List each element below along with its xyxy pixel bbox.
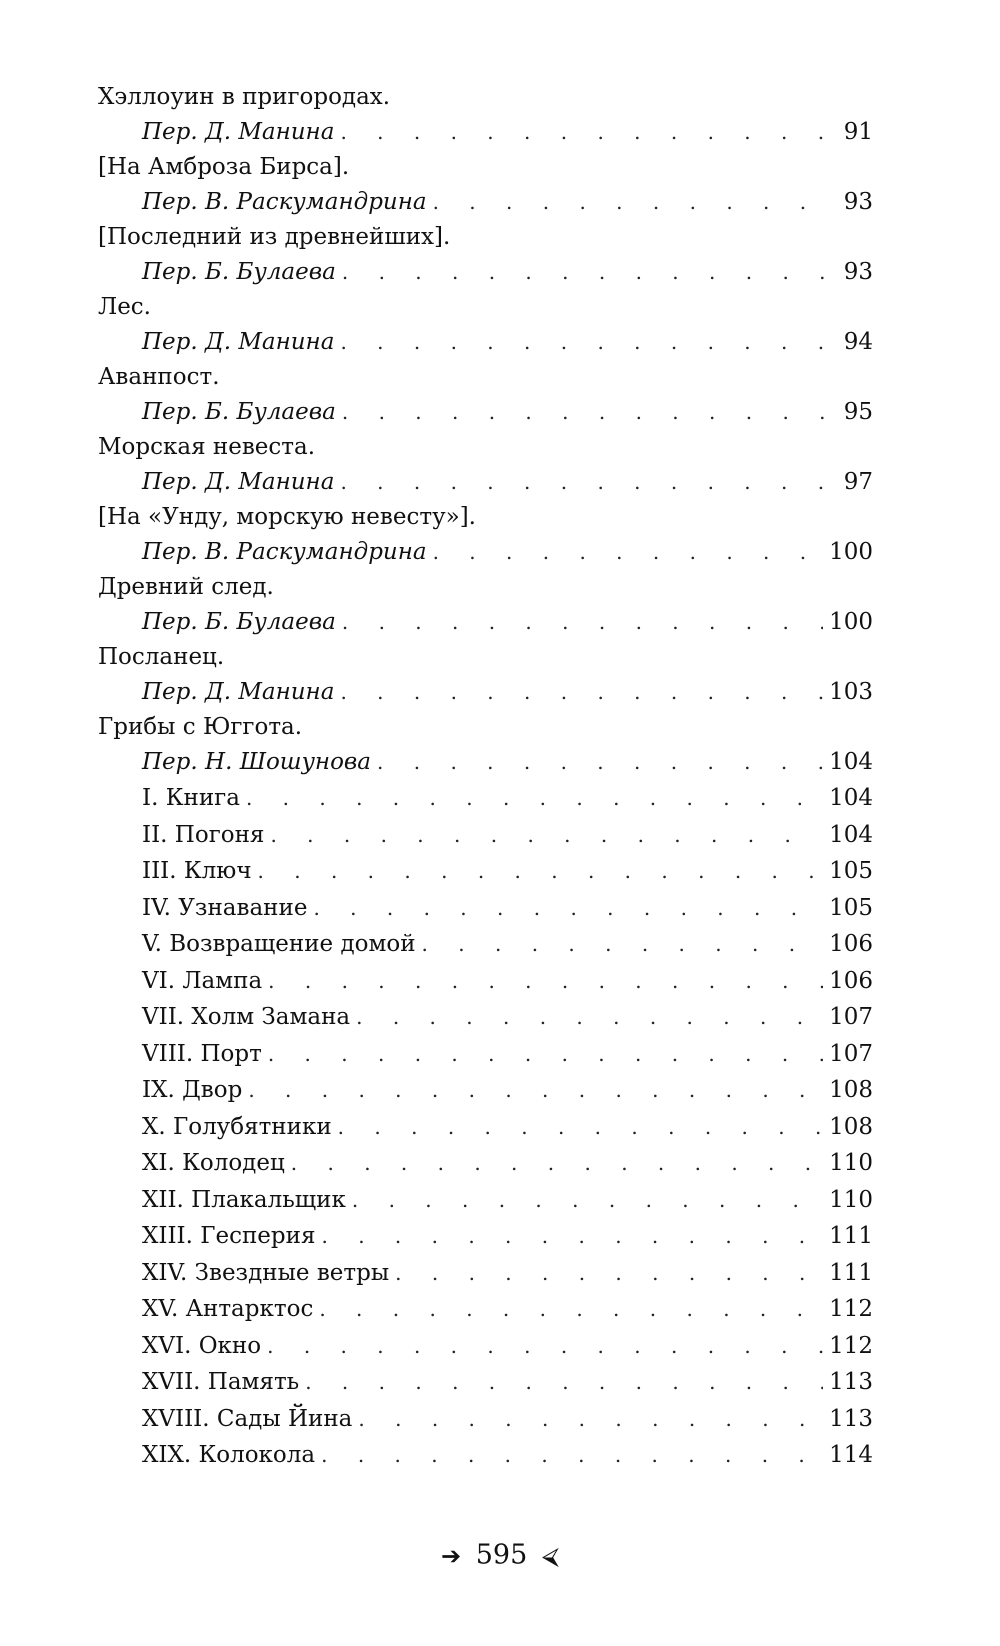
page-number: 104 bbox=[829, 821, 873, 848]
subentry-label: II. Погоня bbox=[142, 821, 265, 848]
subentry bbox=[98, 1218, 873, 1255]
page-number: 105 bbox=[829, 858, 873, 884]
dot-leader bbox=[338, 1109, 823, 1146]
page-footer bbox=[0, 1535, 1000, 1576]
subentry-label: VII. Холм Замана bbox=[142, 1004, 351, 1030]
dot-leader bbox=[356, 999, 823, 1036]
dot-leader bbox=[246, 780, 823, 817]
subentry-label: VI. Лампа bbox=[142, 967, 263, 994]
subentry-label: IV. Узнавание bbox=[142, 894, 308, 921]
entry-title: [На «Унду, морскую невесту»]. bbox=[98, 504, 476, 530]
translator-line bbox=[98, 325, 873, 360]
translator-line bbox=[98, 675, 873, 710]
page-number: 108 bbox=[829, 1113, 873, 1140]
toc-entry bbox=[98, 570, 873, 640]
page-number: 107 bbox=[829, 1040, 873, 1067]
translator-name: Пер. Д. Манина bbox=[142, 329, 335, 355]
subentry bbox=[98, 1328, 873, 1365]
dot-leader bbox=[340, 115, 837, 150]
subentry bbox=[98, 817, 873, 854]
page-number: 95 bbox=[843, 399, 873, 425]
toc-entry bbox=[98, 500, 873, 570]
dot-leader bbox=[433, 185, 837, 220]
dot-leader bbox=[395, 1255, 823, 1292]
dot-leader bbox=[291, 1145, 823, 1182]
dot-leader bbox=[433, 535, 824, 570]
page-number: 104 bbox=[829, 749, 873, 775]
dot-leader bbox=[358, 1401, 823, 1438]
subentry bbox=[98, 853, 873, 890]
page-number: 111 bbox=[829, 1223, 873, 1249]
left-arrow-ornament-icon: ⮘ bbox=[541, 1541, 559, 1570]
entry-title: Посланец. bbox=[98, 644, 225, 670]
translator-line bbox=[98, 255, 873, 290]
page-number: 110 bbox=[829, 1150, 873, 1176]
dot-leader bbox=[377, 745, 823, 780]
dot-leader bbox=[342, 255, 837, 290]
translator-name: Пер. Б. Булаева bbox=[142, 609, 336, 635]
subentry bbox=[98, 1109, 873, 1146]
subentry bbox=[98, 1145, 873, 1182]
entry-title: Грибы с Юггота. bbox=[98, 714, 303, 740]
translator-line bbox=[98, 465, 873, 500]
subentry bbox=[98, 1036, 873, 1073]
subentry bbox=[98, 1364, 873, 1401]
dot-leader bbox=[422, 926, 824, 963]
page-number: 107 bbox=[829, 1004, 873, 1030]
translator-line bbox=[98, 185, 873, 220]
subentry bbox=[98, 1291, 873, 1328]
page-number: 93 bbox=[843, 189, 873, 215]
translator-name: Пер. Д. Манина bbox=[142, 679, 335, 705]
translator-name: Пер. Д. Манина bbox=[142, 119, 335, 145]
subentry bbox=[98, 780, 873, 817]
translator-name: Пер. В. Раскумандрина bbox=[142, 189, 427, 215]
toc-entry bbox=[98, 430, 873, 500]
subentry bbox=[98, 1401, 873, 1438]
subentry bbox=[98, 963, 873, 1000]
translator-name: Пер. Б. Булаева bbox=[142, 259, 336, 285]
table-of-contents bbox=[98, 80, 873, 1474]
right-arrow-ornament-icon: ➔ bbox=[441, 1541, 462, 1570]
dot-leader bbox=[352, 1182, 823, 1219]
subentry-label: XI. Колодец bbox=[142, 1150, 285, 1176]
dot-leader bbox=[267, 1328, 823, 1365]
subentry bbox=[98, 1072, 873, 1109]
subentry-label: X. Голубятники bbox=[142, 1113, 332, 1140]
subentry-label: V. Возвращение домой bbox=[142, 931, 416, 957]
entry-title: [Последний из древнейших]. bbox=[98, 224, 451, 250]
toc-entry bbox=[98, 150, 873, 220]
entry-title: [На Амброза Бирса]. bbox=[98, 154, 350, 180]
subentry-label: VIII. Порт bbox=[142, 1040, 262, 1067]
subentry-label: III. Ключ bbox=[142, 858, 252, 884]
page-number-folio: 595 bbox=[475, 1539, 528, 1571]
translator-name: Пер. В. Раскумандрина bbox=[142, 539, 427, 565]
subentry-label: I. Книга bbox=[142, 785, 240, 811]
page-number: 104 bbox=[829, 785, 873, 811]
entry-title: Аванпост. bbox=[98, 364, 220, 390]
translator-name: Пер. Н. Шошунова bbox=[142, 749, 372, 775]
page-number: 112 bbox=[829, 1332, 873, 1359]
subentry-label: XV. Антарктос bbox=[142, 1296, 314, 1322]
dot-leader bbox=[342, 605, 823, 640]
entry-title: Морская невеста. bbox=[98, 434, 316, 460]
subentry bbox=[98, 1255, 873, 1292]
page-number: 108 bbox=[829, 1077, 873, 1103]
page-number: 94 bbox=[843, 329, 873, 355]
page-number: 113 bbox=[829, 1405, 873, 1432]
subentry-label: XVI. Окно bbox=[142, 1332, 262, 1359]
page-number: 105 bbox=[829, 894, 873, 921]
page-number: 100 bbox=[829, 609, 873, 635]
translator-line bbox=[98, 535, 873, 570]
translator-name: Пер. Б. Булаева bbox=[142, 399, 336, 425]
dot-leader bbox=[340, 675, 823, 710]
subentry-label: XIII. Гесперия bbox=[142, 1223, 316, 1249]
page-number: 93 bbox=[843, 259, 873, 285]
dot-leader bbox=[313, 890, 823, 927]
entry-title: Лес. bbox=[98, 294, 151, 320]
toc-entry bbox=[98, 290, 873, 360]
subentry-label: XVIII. Сады Йина bbox=[142, 1405, 353, 1432]
dot-leader bbox=[305, 1364, 823, 1401]
translator-line bbox=[98, 605, 873, 640]
page-number: 112 bbox=[829, 1296, 873, 1322]
toc-entry bbox=[98, 220, 873, 290]
dot-leader bbox=[258, 853, 824, 890]
dot-leader bbox=[319, 1291, 823, 1328]
dot-leader bbox=[342, 395, 837, 430]
subentry-label: XVII. Память bbox=[142, 1369, 300, 1395]
subentry-list bbox=[98, 780, 873, 1474]
translator-line bbox=[98, 395, 873, 430]
page-number: 100 bbox=[829, 539, 873, 565]
page-number: 114 bbox=[829, 1442, 873, 1468]
subentry-label: IX. Двор bbox=[142, 1077, 243, 1103]
page-number: 111 bbox=[829, 1259, 873, 1286]
dot-leader bbox=[248, 1072, 823, 1109]
page-number: 97 bbox=[843, 469, 873, 495]
subentry bbox=[98, 890, 873, 927]
dot-leader bbox=[321, 1218, 823, 1255]
dot-leader bbox=[321, 1437, 823, 1474]
translator-line bbox=[98, 745, 873, 780]
subentry bbox=[98, 1437, 873, 1474]
translator-line bbox=[98, 115, 873, 150]
dot-leader bbox=[268, 1036, 823, 1073]
toc-entry bbox=[98, 640, 873, 710]
toc-entry bbox=[98, 360, 873, 430]
page-number: 91 bbox=[843, 119, 873, 145]
subentry-label: XIX. Колокола bbox=[142, 1442, 316, 1468]
entry-title: Древний след. bbox=[98, 574, 274, 600]
dot-leader bbox=[340, 465, 837, 500]
page-number: 113 bbox=[829, 1369, 873, 1395]
dot-leader bbox=[270, 817, 823, 854]
entry-title: Хэллоуин в пригородах. bbox=[98, 84, 391, 110]
page-number: 106 bbox=[829, 931, 873, 957]
dot-leader bbox=[340, 325, 837, 360]
subentry-label: XII. Плакальщик bbox=[142, 1186, 346, 1213]
page-number: 106 bbox=[829, 967, 873, 994]
subentry bbox=[98, 926, 873, 963]
toc-entry bbox=[98, 710, 873, 780]
page-number: 103 bbox=[829, 679, 873, 705]
dot-leader bbox=[268, 963, 823, 1000]
toc-entry bbox=[98, 80, 873, 150]
page-number: 110 bbox=[829, 1186, 873, 1213]
subentry bbox=[98, 1182, 873, 1219]
subentry-label: XIV. Звездные ветры bbox=[142, 1259, 390, 1286]
translator-name: Пер. Д. Манина bbox=[142, 469, 335, 495]
subentry bbox=[98, 999, 873, 1036]
